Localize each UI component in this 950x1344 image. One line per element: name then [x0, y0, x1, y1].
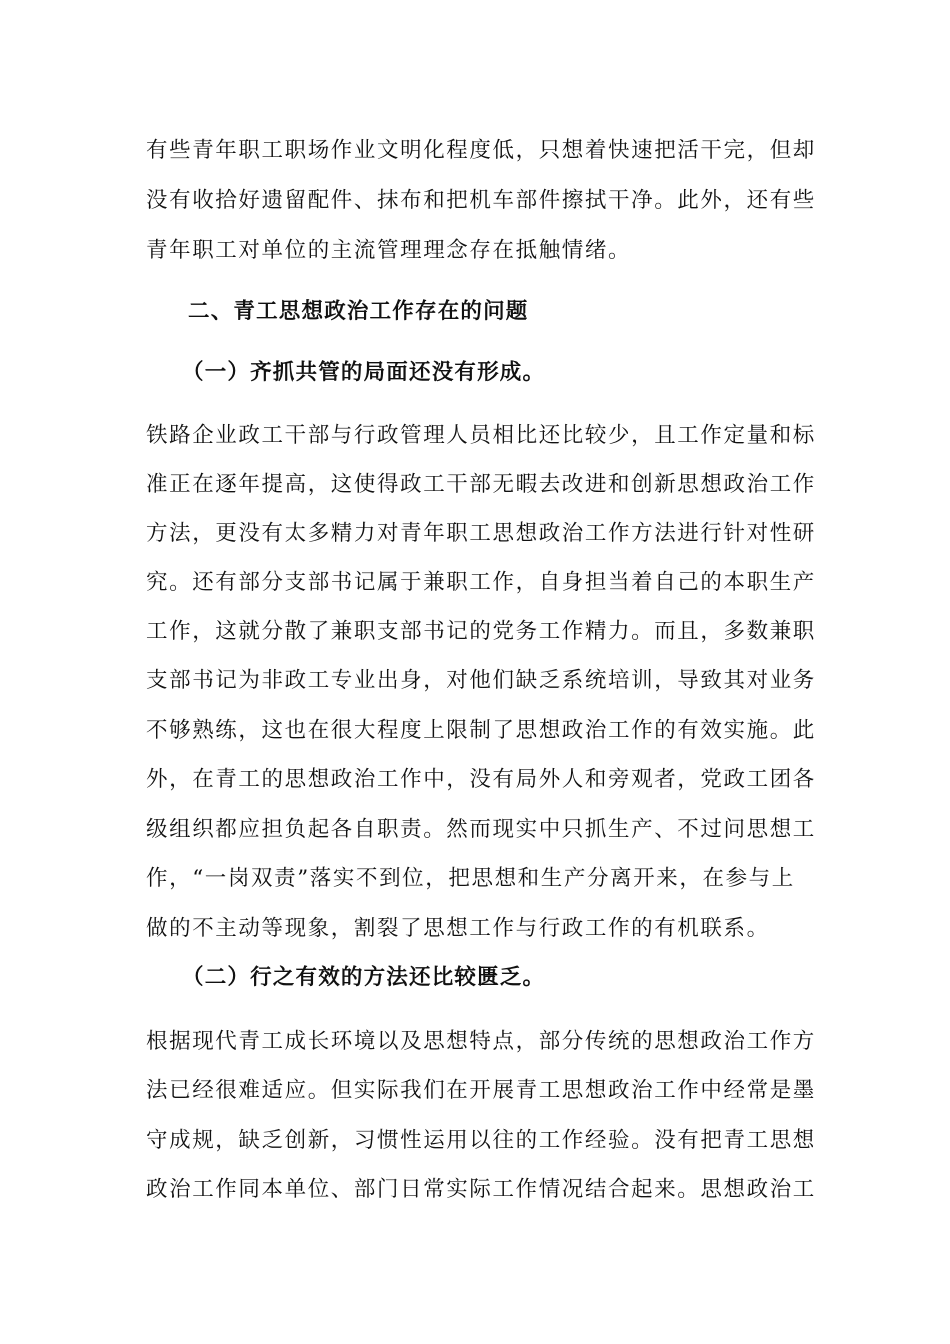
paragraph-line: 法已经很难适应。但实际我们在开展青工思想政治工作中经常是墨 — [146, 1078, 816, 1103]
paragraph-line: 青年职工对单位的主流管理理念存在抵触情绪。 — [146, 238, 632, 263]
paragraph-line: 究。还有部分支部书记属于兼职工作，自身担当着自己的本职生产 — [146, 570, 816, 595]
paragraph-line: 方法，更没有太多精力对青年职工思想政治工作方法进行针对性研 — [146, 521, 816, 546]
paragraph-line: 做的不主动等现象，割裂了思想工作与行政工作的有机联系。 — [146, 916, 770, 941]
paragraph-line: 铁路企业政工干部与行政管理人员相比还比较少，且工作定量和标 — [146, 423, 816, 448]
paragraph-line: 根据现代青工成长环境以及思想特点，部分传统的思想政治工作方 — [146, 1029, 816, 1054]
paragraph-line: 没有收拾好遗留配件、抹布和把机车部件擦拭干净。此外，还有些 — [146, 188, 816, 213]
paragraph-line: 支部书记为非政工专业出身，对他们缺乏系统培训，导致其对业务 — [146, 668, 816, 693]
paragraph-line: 外，在青工的思想政治工作中，没有局外人和旁观者，党政工团各 — [146, 767, 816, 792]
paragraph-line: 不够熟练，这也在很大程度上限制了思想政治工作的有效实施。此 — [146, 718, 816, 743]
paragraph-line: 作，“一岗双责”落实不到位，把思想和生产分离开来，在参与上 — [146, 866, 795, 891]
subsection-heading-1: （一）齐抓共管的局面还没有形成。 — [182, 360, 546, 385]
paragraph-line: 工作，这就分散了兼职支部书记的党务工作精力。而且，多数兼职 — [146, 619, 816, 644]
paragraph-line: 守成规，缺乏创新，习惯性运用以往的工作经验。没有把青工思想 — [146, 1128, 816, 1153]
section-heading: 二、青工思想政治工作存在的问题 — [188, 299, 529, 324]
paragraph-line: 级组织都应担负起各自职责。然而现实中只抓生产、不过问思想工 — [146, 817, 816, 842]
paragraph-line: 政治工作同本单位、部门日常实际工作情况结合起来。思想政治工 — [146, 1177, 816, 1202]
paragraph-line: 准正在逐年提高，这使得政工干部无暇去改进和创新思想政治工作 — [146, 472, 816, 497]
paragraph-line: 有些青年职工职场作业文明化程度低，只想着快速把活干完，但却 — [146, 138, 816, 163]
subsection-heading-2: （二）行之有效的方法还比较匮乏。 — [182, 965, 546, 990]
